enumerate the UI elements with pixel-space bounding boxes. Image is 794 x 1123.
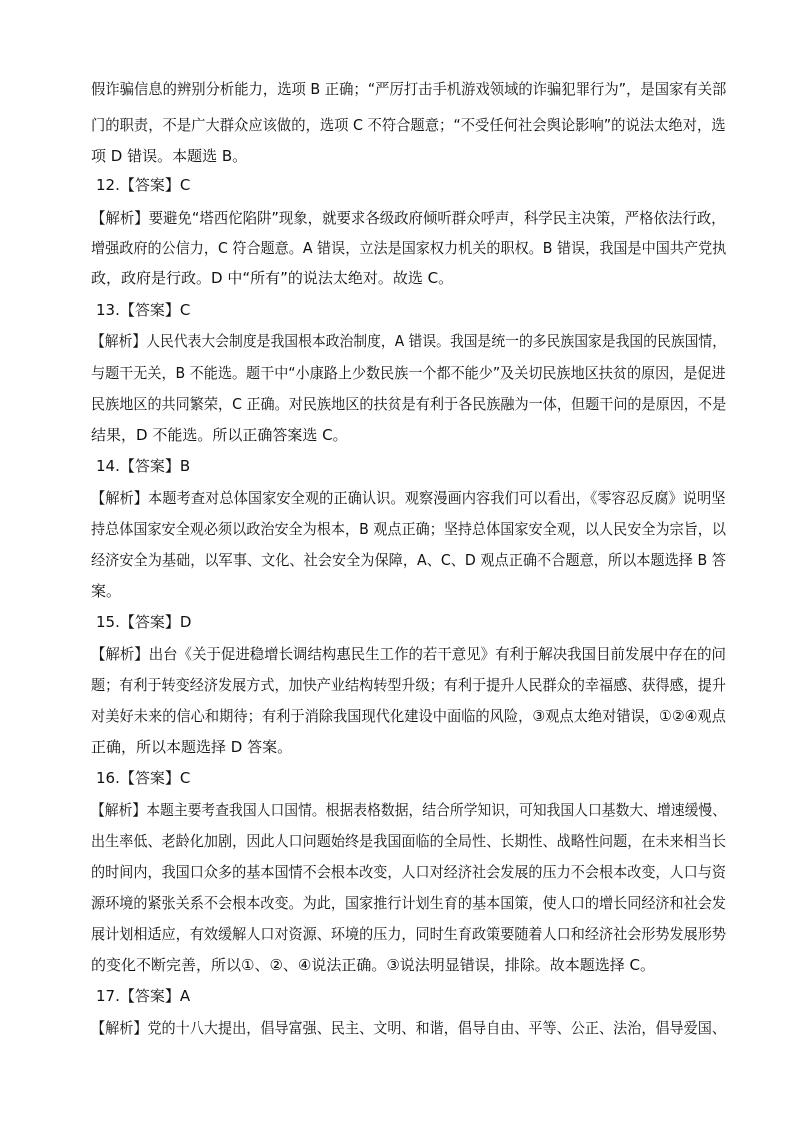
explanation-line: 对美好未来的信心和期待；有利于消除我国现代化建设中面临的风险，③观点太绝对错误，①②④观点 bbox=[91, 707, 726, 725]
explanation-line: 【解析】党的十八大提出，倡导富强、民主、文明、和谐，倡导自由、平等、公正、法治，倡导爱国、 bbox=[91, 1019, 726, 1037]
answer-label: 16.【答案】C bbox=[96, 769, 191, 787]
answer-label: 13.【答案】C bbox=[96, 301, 191, 319]
explanation-line: 持总体国家安全观必须以政治安全为根本，B 观点正确；坚持总体国家安全观，以人民安全为宗旨，以 bbox=[91, 520, 727, 538]
answer-label: 14.【答案】B bbox=[96, 457, 191, 475]
explanation-line: 民族地区的共同繁荣，C 正确。对民族地区的扶贫是有利于各民族融为一体，但题干问的是原因，不是 bbox=[91, 395, 727, 413]
paragraph-line: 项 D 错误。本题选 B。 bbox=[91, 147, 248, 165]
answer-label: 17.【答案】A bbox=[96, 987, 191, 1005]
explanation-line: 【解析】人民代表大会制度是我国根本政治制度，A 错误。我国是统一的多民族国家是我国的民族国情， bbox=[91, 332, 727, 350]
explanation-line: 源环境的紧张关系不会根本改变。为此，国家推行计划生育的基本国策，使人口的增长同经济和社会发 bbox=[91, 894, 726, 912]
explanation-line: 【解析】本题考查对总体国家安全观的正确认识。观察漫画内容我们可以看出，《零容忍反腐》说明坚 bbox=[91, 489, 726, 507]
explanation-line: 与题干无关，B 不能选。题干中“小康路上少数民族一个都不能少”及关切民族地区扶贫的原因，是促进 bbox=[91, 364, 726, 382]
explanation-line: 展计划相适应，有效缓解人口对资源、环境的压力，同时生育政策要随着人口和经济社会形势发展形势 bbox=[91, 925, 726, 943]
paragraph-line: 门的职责，不是广大群众应该做的，选项 C 不符合题意；“不受任何社会舆论影响”的说法太绝对，选 bbox=[91, 116, 726, 134]
explanation-line: 【解析】本题主要考查我国人口国情。根据表格数据，结合所学知识，可知我国人口基数大、增速缓慢、 bbox=[91, 801, 727, 819]
explanation-line: 【解析】出台《关于促进稳增长调结构惠民生工作的若干意见》有利于解决我国目前发展中存在的问 bbox=[91, 645, 727, 663]
explanation-line: 增强政府的公信力，C 符合题意。A 错误，立法是国家权力机关的职权。B 错误，我国是中国共产党执 bbox=[91, 239, 727, 257]
explanation-line: 结果，D 不能选。所以正确答案选 C。 bbox=[91, 426, 348, 444]
answer-label: 12.【答案】C bbox=[96, 176, 191, 194]
answer-label: 15.【答案】D bbox=[96, 613, 192, 631]
explanation-line: 出生率低、老龄化加剧，因此人口问题始终是我国面临的全局性、长期性、战略性问题，在未来相当长 bbox=[91, 832, 726, 850]
explanation-line: 的变化不断完善，所以①、②、④说法正确。③说法明显错误，排除。故本题选择 C。 bbox=[91, 956, 656, 974]
explanation-line: 政，政府是行政。D 中“所有”的说法太绝对。故选 C。 bbox=[91, 269, 454, 287]
explanation-line: 题；有利于转变经济发展方式，加快产业结构转型升级；有利于提升人民群众的幸福感、获得感，提升 bbox=[91, 676, 726, 694]
explanation-line: 案。 bbox=[91, 582, 122, 600]
explanation-line: 正确，所以本题选择 D 答案。 bbox=[91, 738, 293, 756]
explanation-line: 【解析】要避免“塔西佗陷阱”现象，就要求各级政府倾听群众呼声，科学民主决策，严格依法行政， bbox=[91, 209, 726, 227]
paragraph-line: 假诈骗信息的辨别分析能力，选项 B 正确；“严厉打击手机游戏领域的诈骗犯罪行为”，是国家有关部 bbox=[91, 80, 727, 98]
explanation-line: 经济安全为基础，以军事、文化、社会安全为保障，A、C、D 观点正确不合题意，所以本题选择 B 答 bbox=[91, 551, 726, 569]
explanation-line: 的时间内，我国口众多的基本国情不会根本改变，人口对经济社会发展的压力不会根本改变，人口与资 bbox=[91, 863, 726, 881]
